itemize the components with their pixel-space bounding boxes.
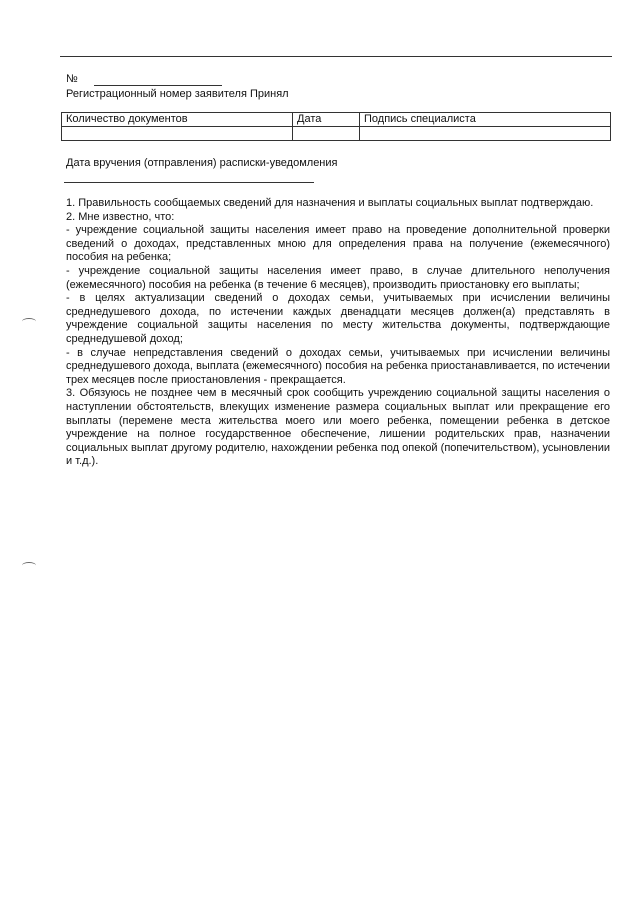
registration-line: Регистрационный номер заявителя Принял <box>66 88 289 100</box>
number-blank-line <box>94 85 222 86</box>
cell-date <box>293 127 360 141</box>
paragraph: 3. Обязуюсь не позднее чем в месячный срок сообщить учреждению социальной защиты населения о наступлении обстоятельств, влекущих изменение размера социальных выплат или прекращение его выплаты (перемене места жительства моего или моего ребенка, помещении ребенка в детское учреждение на полное государственное обеспечение, лишении родительских прав, назначении социальных выплат другому родителю, нахождении ребенка под опекой (попечительством), усыновлении и т.д.). <box>66 387 610 468</box>
top-divider <box>60 56 612 57</box>
scan-punch-mark <box>22 318 36 325</box>
paragraph: 1. Правильность сообщаемых сведений для назначения и выплаты социальных выплат подтверждаю. <box>66 197 594 209</box>
number-label: № <box>66 73 78 85</box>
declaration-text <box>66 197 610 469</box>
paragraph: - учреждение социальной защиты населения имеет право на проведение дополнительной проверки сведений о доходах, представленных мною для определения права на получение (ежемесячного) пособия на ребенка; <box>66 224 610 264</box>
paragraph: - в случае непредставления сведений о доходах семьи, учитываемых при исчислении величины среднедушевого дохода, выплата (ежемесячного) пособия на ребенка приостанавливается, по истечении трех месяцев после приостановления - прекращается. <box>66 346 610 386</box>
paragraph: - учреждение социальной защиты населения имеет право, в случае длительного неполучения (ежемесячного) пособия на ребенка (в течение 6 месяцев), производить приостановку его выплаты; <box>66 264 610 291</box>
cell-specialist-signature <box>360 127 611 141</box>
delivery-date-label: Дата вручения (отправления) расписки-уведомления <box>66 157 338 169</box>
table-row <box>62 127 611 141</box>
paragraph: 2. Мне известно, что: <box>66 210 175 223</box>
table-header-row <box>62 113 611 127</box>
header-document-count: Количество документов <box>62 113 293 127</box>
documents-table <box>61 112 611 141</box>
header-date: Дата <box>293 113 360 127</box>
scan-punch-mark <box>22 562 36 569</box>
delivery-date-blank-line <box>64 182 314 183</box>
cell-document-count <box>62 127 293 141</box>
header-specialist-signature: Подпись специалиста <box>360 113 611 127</box>
paragraph: - в целях актуализации сведений о доходах семьи, учитываемых при исчислении величины среднедушевого дохода, по истечении каждых двенадцати месяцев должен(а) представлять в учреждение социальной защиты населения по месту жительства документы, подтверждающие среднедушевой доход; <box>66 292 610 345</box>
